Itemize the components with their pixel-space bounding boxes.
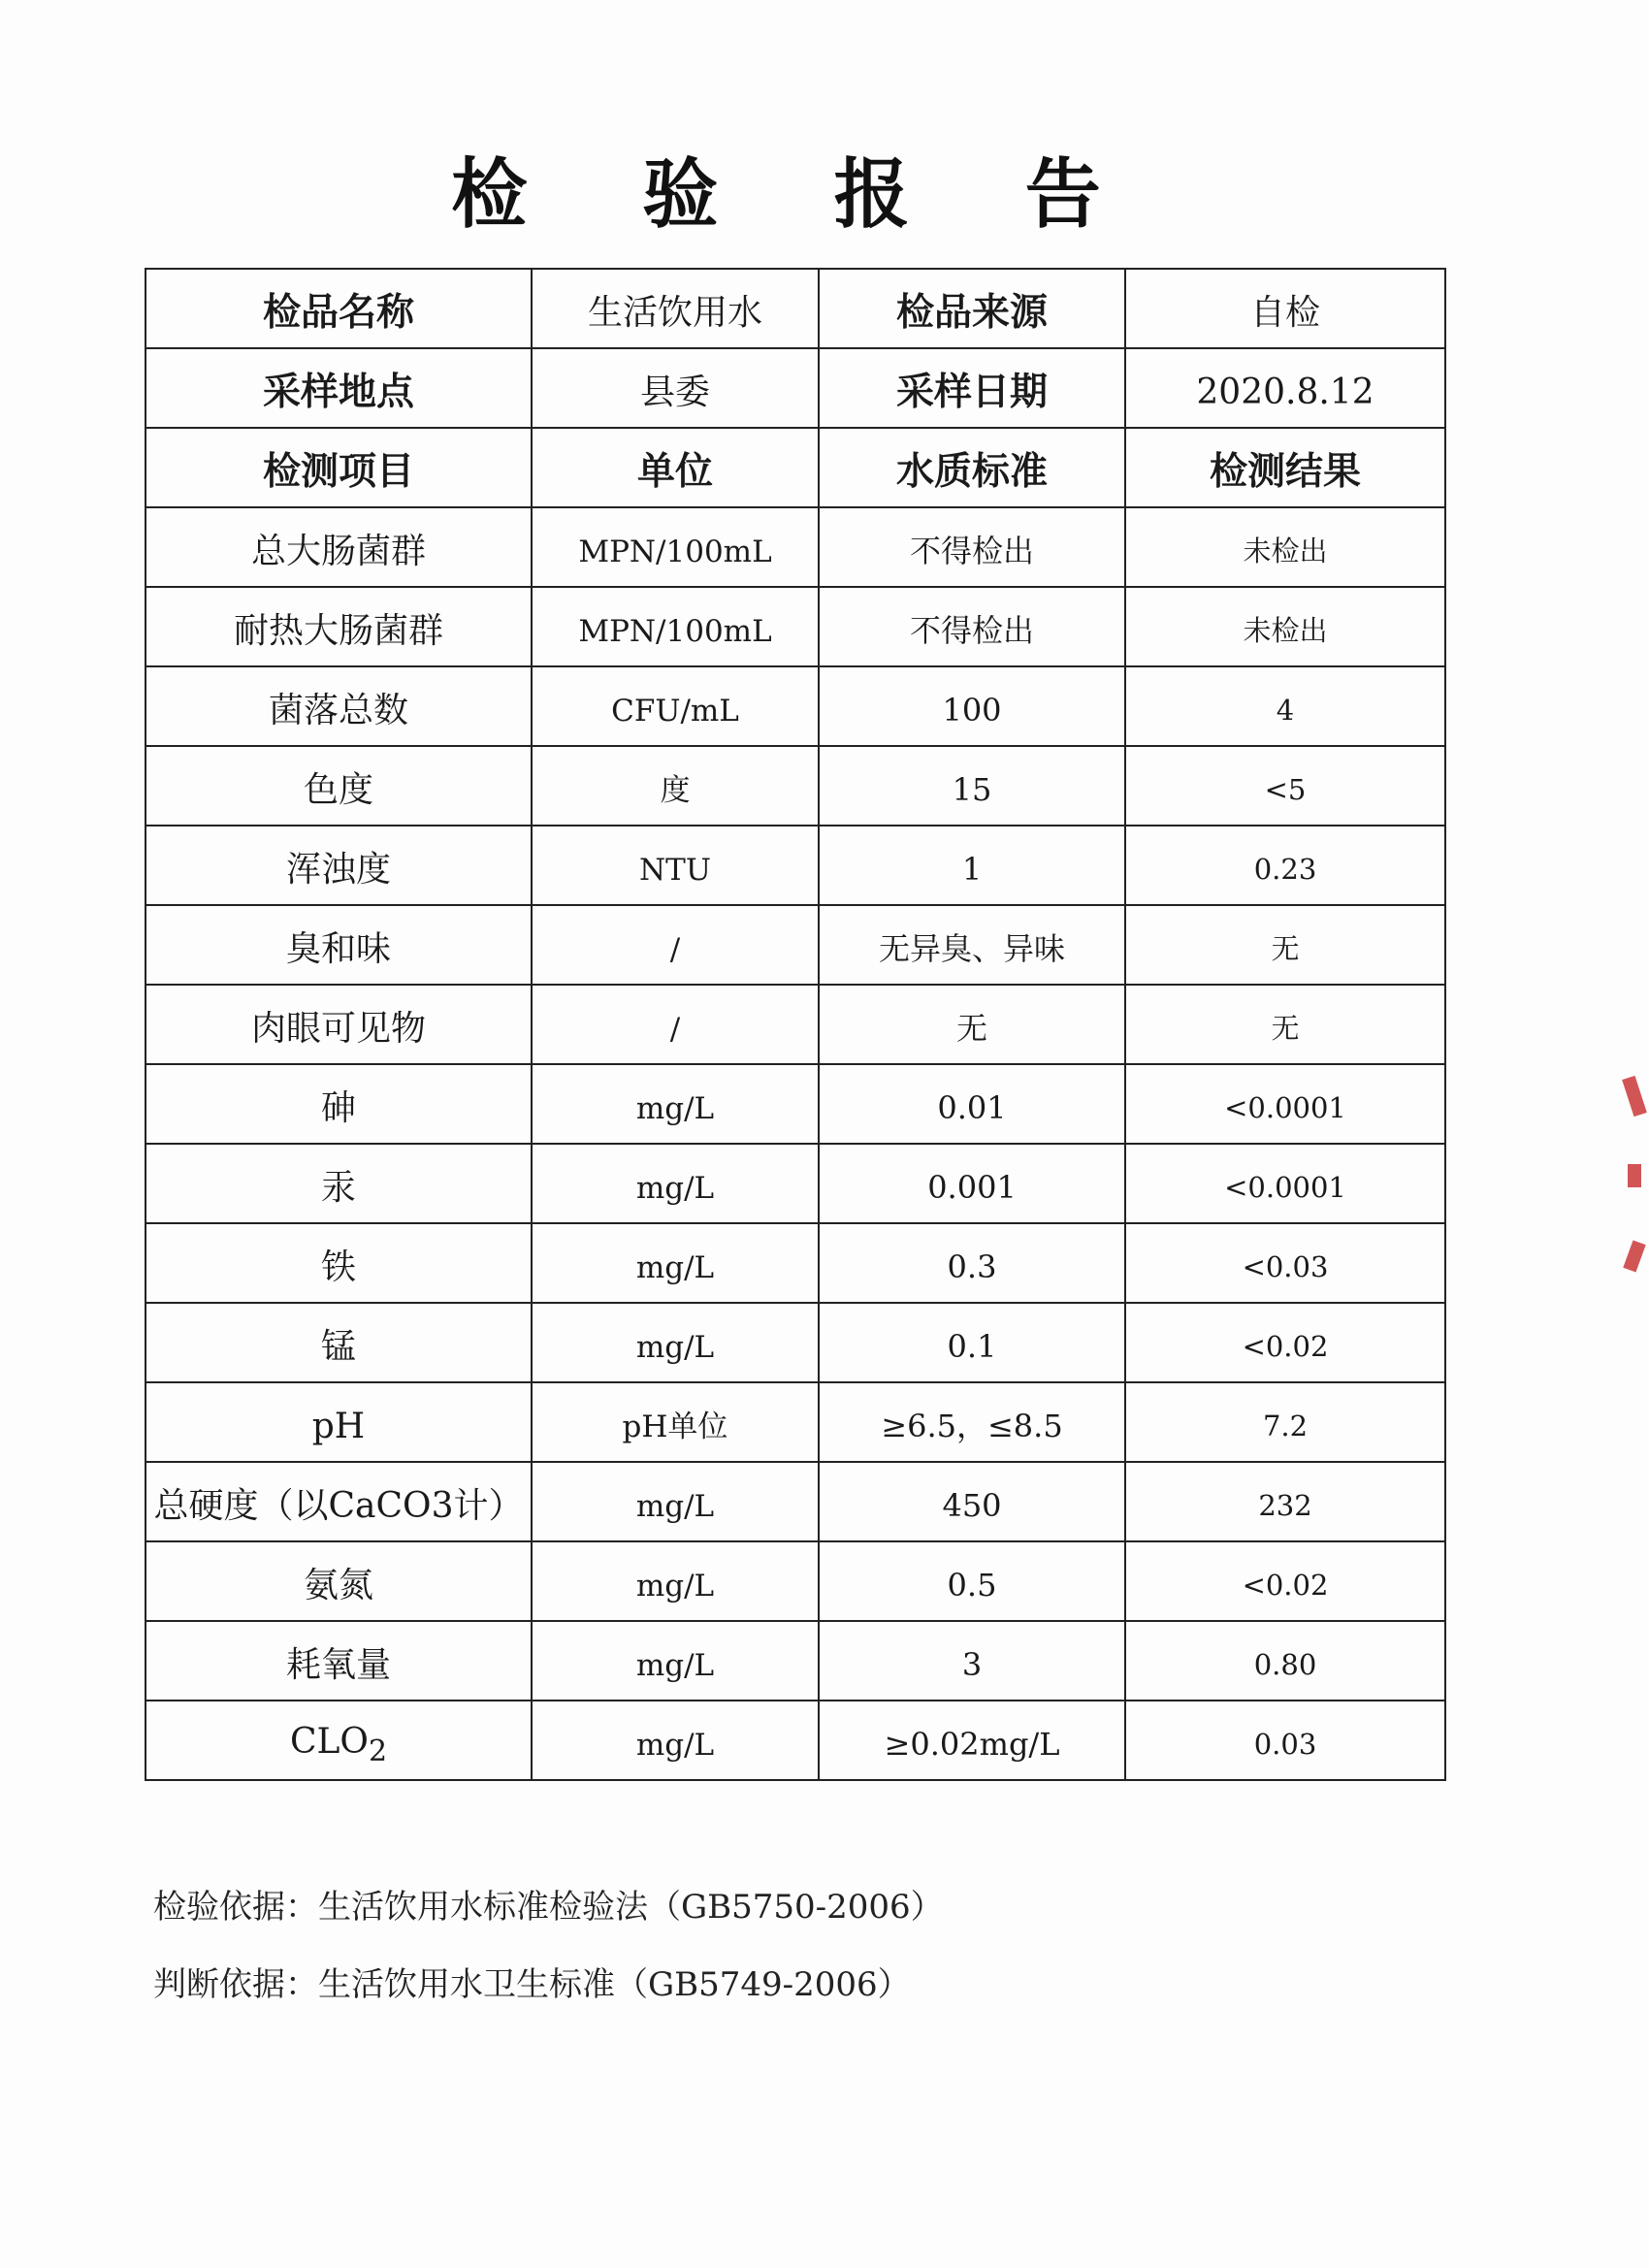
- standard-cell-text: 1: [961, 851, 983, 889]
- test-item-cell: [146, 826, 532, 905]
- standard-cell: [819, 1701, 1125, 1780]
- standard-cell: [819, 1621, 1125, 1701]
- table-row: [146, 826, 1445, 905]
- unit-cell-text: MPN/100mL: [578, 613, 772, 649]
- result-cell-text: <0.03: [1242, 1250, 1329, 1284]
- table-row: [146, 507, 1445, 587]
- test-item-cell: [146, 1541, 532, 1621]
- result-cell: [1125, 1303, 1445, 1382]
- test-item-cell-text: pH: [311, 1407, 366, 1447]
- standard-cell: [819, 1144, 1125, 1223]
- test-item-cell-text: 总大肠菌群: [250, 532, 426, 572]
- table-row: [146, 1462, 1445, 1541]
- standard-cell-text: ≥0.02mg/L: [884, 1726, 1060, 1764]
- unit-cell-text: mg/L: [635, 1249, 715, 1285]
- test-item-cell-text: 汞: [320, 1168, 356, 1209]
- unit-cell: [532, 587, 819, 666]
- test-item-cell-text: 臭和味: [285, 929, 391, 970]
- standard-cell: [819, 1541, 1125, 1621]
- unit-cell-text: /: [669, 931, 681, 967]
- result-cell: [1125, 1382, 1445, 1462]
- test-item-cell: [146, 587, 532, 666]
- test-item-cell: [146, 1144, 532, 1223]
- standard-cell-text: ≥6.5，≤8.5: [881, 1408, 1063, 1445]
- info-row-location: [146, 348, 1445, 428]
- unit-cell-text: mg/L: [635, 1170, 715, 1206]
- standard-cell: [819, 905, 1125, 985]
- standard-cell-text: 15: [952, 771, 992, 809]
- test-item-cell-text: 总硬度（以CaCO3计）: [153, 1486, 524, 1527]
- test-item-cell: [146, 985, 532, 1064]
- date-label: 采样日期: [819, 348, 1125, 428]
- result-cell-text: 7.2: [1262, 1409, 1309, 1443]
- sample-name-label: 检品名称: [146, 269, 532, 348]
- unit-cell-text: mg/L: [635, 1647, 715, 1683]
- result-cell-text: 0.80: [1253, 1648, 1317, 1682]
- result-cell-text: 4: [1276, 694, 1295, 728]
- table-row: [146, 1541, 1445, 1621]
- test-item-cell-text: 铁: [320, 1247, 356, 1288]
- standard-cell: [819, 1223, 1125, 1303]
- result-cell-text: <0.02: [1242, 1330, 1329, 1364]
- column-header-standard: 水质标准: [819, 428, 1125, 507]
- standard-cell: [819, 1462, 1125, 1541]
- unit-cell-text: mg/L: [635, 1727, 715, 1763]
- column-header-item: 检测项目: [146, 428, 532, 507]
- table-row: [146, 1223, 1445, 1303]
- test-item-cell: [146, 1621, 532, 1701]
- standard-cell-text: 450: [942, 1487, 1002, 1525]
- table-row: [146, 1144, 1445, 1223]
- stamp-fragment: [1628, 1164, 1641, 1187]
- standard-cell: [819, 587, 1125, 666]
- result-cell-text: <5: [1264, 773, 1307, 807]
- report-table-body: [146, 269, 1445, 1780]
- test-item-cell-text: 色度: [303, 770, 373, 811]
- result-cell: [1125, 1621, 1445, 1701]
- result-cell-text: 0.23: [1253, 853, 1317, 887]
- unit-cell: [532, 1382, 819, 1462]
- standard-cell-text: 0.3: [947, 1248, 997, 1286]
- result-cell-text: <0.0001: [1224, 1171, 1346, 1205]
- result-cell-text: 0.03: [1253, 1728, 1317, 1762]
- result-cell: [1125, 985, 1445, 1064]
- standard-cell: [819, 826, 1125, 905]
- result-cell: [1125, 1144, 1445, 1223]
- test-item-cell: [146, 1303, 532, 1382]
- unit-cell-text: mg/L: [635, 1568, 715, 1604]
- result-cell: [1125, 1462, 1445, 1541]
- standard-cell-text: 不得检出: [909, 533, 1034, 570]
- date-value: 2020.8.12: [1125, 348, 1445, 428]
- standard-cell-text: 100: [942, 692, 1002, 729]
- test-item-cell-text: 氨氮: [303, 1566, 373, 1606]
- result-cell-text: 无: [1271, 1012, 1300, 1046]
- standard-cell-text: 不得检出: [909, 612, 1034, 650]
- location-label: 采样地点: [146, 348, 532, 428]
- result-cell: [1125, 826, 1445, 905]
- test-item-cell: [146, 746, 532, 826]
- stamp-fragment: [1623, 1241, 1645, 1273]
- standard-cell: [819, 746, 1125, 826]
- test-item-cell: [146, 905, 532, 985]
- test-item-cell: [146, 1462, 532, 1541]
- unit-cell: [532, 1701, 819, 1780]
- standard-cell: [819, 985, 1125, 1064]
- unit-cell: [532, 666, 819, 746]
- test-item-cell-text: 耗氧量: [285, 1645, 391, 1686]
- unit-cell: [532, 985, 819, 1064]
- column-header-row: [146, 428, 1445, 507]
- judgment-basis-text: 判断依据：生活饮用水卫生标准（GB5749-2006）: [153, 1965, 911, 2004]
- sample-source-value: 自检: [1125, 269, 1445, 348]
- standard-cell: [819, 507, 1125, 587]
- unit-cell: [532, 1541, 819, 1621]
- result-cell-text: 未检出: [1243, 535, 1328, 568]
- result-cell: [1125, 587, 1445, 666]
- standard-cell: [819, 1382, 1125, 1462]
- test-item-cell-text: 浑浊度: [285, 850, 391, 891]
- unit-cell-text: CFU/mL: [611, 693, 739, 729]
- result-cell-text: 232: [1258, 1489, 1312, 1523]
- unit-cell: [532, 1064, 819, 1144]
- page-title: 检 验 报 告: [451, 151, 1146, 239]
- result-cell: [1125, 905, 1445, 985]
- table-row: [146, 905, 1445, 985]
- standard-cell-text: 0.001: [927, 1169, 1017, 1207]
- unit-cell-text: MPN/100mL: [578, 534, 772, 569]
- unit-cell: [532, 1303, 819, 1382]
- test-basis-text: 检验依据：生活饮用水标准检验法（GB5750-2006）: [153, 1888, 944, 1927]
- result-cell-text: 无: [1271, 932, 1300, 966]
- info-row-sample: [146, 269, 1445, 348]
- result-cell: [1125, 1064, 1445, 1144]
- unit-cell-text: NTU: [639, 852, 711, 888]
- result-cell: [1125, 1541, 1445, 1621]
- table-row: [146, 587, 1445, 666]
- unit-cell-text: mg/L: [635, 1488, 715, 1524]
- standard-cell: [819, 1064, 1125, 1144]
- column-header-result: 检测结果: [1125, 428, 1445, 507]
- test-item-cell-text: 菌落总数: [268, 691, 408, 731]
- location-value: 县委: [532, 348, 819, 428]
- test-item-cell: [146, 507, 532, 587]
- sample-name-value: 生活饮用水: [532, 269, 819, 348]
- standard-cell-text: 0.01: [937, 1089, 1007, 1127]
- test-item-cell: [146, 1701, 532, 1780]
- standard-cell-text: 无: [955, 1010, 987, 1048]
- unit-cell: [532, 1144, 819, 1223]
- result-cell: [1125, 1223, 1445, 1303]
- result-cell-text: <0.02: [1242, 1569, 1329, 1603]
- unit-cell: [532, 507, 819, 587]
- table-row: [146, 1382, 1445, 1462]
- standard-cell: [819, 666, 1125, 746]
- unit-cell-text: mg/L: [635, 1329, 715, 1365]
- test-item-cell-text: 砷: [320, 1088, 356, 1129]
- test-item-cell: [146, 1382, 532, 1462]
- unit-cell: [532, 1621, 819, 1701]
- table-row: [146, 1621, 1445, 1701]
- standard-cell: [819, 1303, 1125, 1382]
- unit-cell-text: pH单位: [622, 1409, 728, 1444]
- test-item-cell-text: 锰: [320, 1327, 356, 1368]
- test-item-cell: [146, 1223, 532, 1303]
- test-item-cell-text: CLO: [289, 1721, 369, 1762]
- subscript-text: 2: [368, 1734, 388, 1769]
- result-cell-text: 未检出: [1243, 614, 1328, 648]
- test-item-cell-text: 肉眼可见物: [250, 1009, 426, 1050]
- result-cell: [1125, 666, 1445, 746]
- report-table: [145, 268, 1446, 1781]
- result-cell: [1125, 507, 1445, 587]
- column-header-unit: 单位: [532, 428, 819, 507]
- result-cell: [1125, 746, 1445, 826]
- standard-cell-text: 0.1: [947, 1328, 997, 1366]
- test-item-cell: [146, 666, 532, 746]
- test-item-cell-text: 耐热大肠菌群: [233, 611, 443, 652]
- unit-cell: [532, 826, 819, 905]
- standard-cell-text: 0.5: [947, 1567, 997, 1604]
- table-row: [146, 1701, 1445, 1780]
- unit-cell: [532, 1223, 819, 1303]
- result-cell: [1125, 1701, 1445, 1780]
- test-item-cell: [146, 1064, 532, 1144]
- unit-cell: [532, 746, 819, 826]
- result-cell-text: <0.0001: [1224, 1091, 1346, 1125]
- table-row: [146, 746, 1445, 826]
- unit-cell-text: /: [669, 1011, 681, 1047]
- unit-cell: [532, 1462, 819, 1541]
- standard-cell-text: 无异臭、异味: [878, 930, 1065, 968]
- unit-cell: [532, 905, 819, 985]
- table-row: [146, 666, 1445, 746]
- table-row: [146, 1064, 1445, 1144]
- sample-source-label: 检品来源: [819, 269, 1125, 348]
- stamp-fragment: [1622, 1076, 1647, 1117]
- table-row: [146, 1303, 1445, 1382]
- table-row: [146, 985, 1445, 1064]
- unit-cell-text: 度: [660, 772, 691, 808]
- unit-cell-text: mg/L: [635, 1090, 715, 1126]
- standard-cell-text: 3: [961, 1646, 983, 1684]
